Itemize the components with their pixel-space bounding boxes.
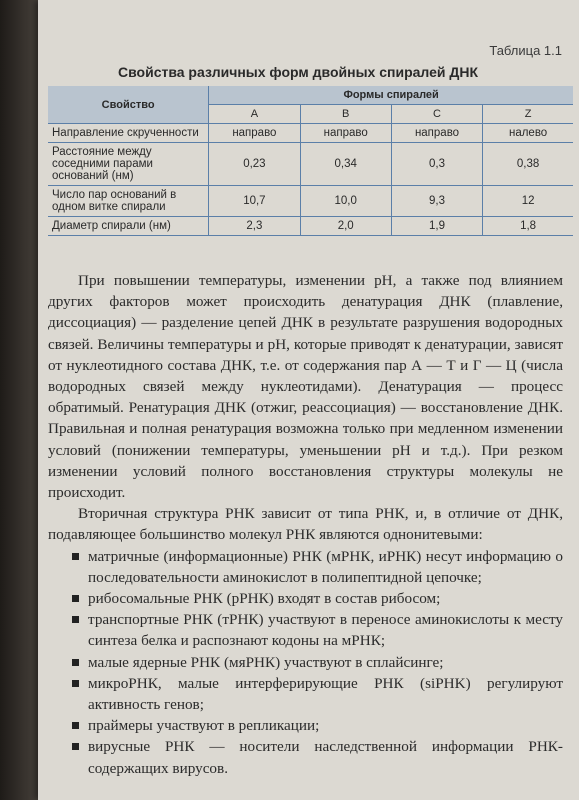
table-caption: Таблица 1.1 — [489, 43, 562, 58]
table-title: Свойства различных форм двойных спиралей ДНК — [118, 64, 479, 80]
cell-value: 10,0 — [300, 186, 391, 217]
header-form-a: A — [209, 105, 300, 124]
cell-value: 10,7 — [209, 186, 300, 217]
cell-value: 1,8 — [483, 217, 573, 236]
list-item-text: малые ядерные РНК (мяРНК) участвуют в сплайсинге; — [88, 653, 444, 671]
table-row — [48, 186, 573, 217]
cell-value: направо — [300, 124, 391, 143]
list-item — [48, 715, 563, 736]
list-item — [48, 546, 563, 588]
row-label: Диаметр спирали (нм) — [48, 217, 209, 236]
list-item-text: праймеры участвуют в репликации; — [88, 717, 320, 735]
bullet-square-icon — [72, 595, 79, 602]
body-text — [48, 270, 563, 779]
row-label: Число пар оснований в одном витке спирали — [48, 186, 209, 217]
cell-value: 0,38 — [483, 143, 573, 186]
bullet-square-icon — [72, 722, 79, 729]
list-item-text: вирусные РНК — носители наследственной информации РНК-содержащих вирусов. — [88, 738, 563, 777]
table-row — [48, 143, 573, 186]
header-form-z: Z — [483, 105, 573, 124]
list-item — [48, 736, 563, 778]
list-item-text: микроРНК, малые интерферирующие РНК (siPHK) регулируют активность генов; — [88, 674, 563, 714]
list-item — [48, 609, 563, 651]
cell-value: налево — [483, 124, 573, 143]
cell-value: 0,23 — [209, 143, 300, 186]
cell-value: 12 — [483, 186, 573, 217]
bullet-square-icon — [72, 680, 79, 687]
list-item — [48, 652, 563, 673]
dna-helix-properties-table — [48, 86, 573, 236]
cell-value: 0,34 — [300, 143, 391, 186]
paragraph-denaturation: При повышении температуры, изменении pH, а также под влиянием других факторов может происходить денатурация ДНК (плавление, диссоциация) — разделение цепей ДНК в результате разрушения водородных связей. Величины температуры и pH, которые приводят к денатурации, зависят от нуклеотидного состава ДНК, т.е. от содержания пар А — Т и Г — Ц (числа водородных связей между нуклеотидами). Денатурация — процесс обратимый. Ренатурация ДНК (отжиг, реассоциация) — восстановление ДНК. Правильная и полная ренатурация возможна только при медленном изменении условий (понижении температуры, уменьшении pH и т.д.). При резком изменении условий полного восстановления структуры молекулы не происходит. — [48, 272, 563, 502]
book-spine-shadow — [0, 0, 38, 800]
cell-value: направо — [391, 124, 482, 143]
header-property: Свойство — [48, 86, 209, 124]
header-forms: Формы спиралей — [209, 86, 573, 105]
bullet-square-icon — [72, 743, 79, 750]
list-item — [48, 588, 563, 609]
row-label: Направление скрученности — [48, 124, 209, 143]
list-item-text: транспортные РНК (тРНК) участвуют в переносе аминокислоты к месту синтеза белка и распознают кодоны на мРНК; — [88, 611, 563, 650]
list-item-text: рибосомальные РНК (рРНК) входят в состав рибосом; — [88, 590, 441, 608]
list-item — [48, 673, 563, 715]
bullet-square-icon — [72, 553, 79, 560]
bullet-square-icon — [72, 659, 79, 666]
paragraph-rna-structure: Вторичная структура РНК зависит от типа РНК, и, в отличие от ДНК, подавляющее большинство молекул РНК являются однонитевыми: — [48, 505, 563, 544]
bullet-square-icon — [72, 616, 79, 623]
rna-types-list — [48, 546, 563, 779]
table-row — [48, 217, 573, 236]
list-item-text: матричные (информационные) РНК (мРНК, иРНК) несут информацию о последовательности аминокислот в полипептидной цепочке; — [88, 547, 563, 586]
header-form-b: B — [300, 105, 391, 124]
cell-value: 2,3 — [209, 217, 300, 236]
book-page — [38, 0, 579, 800]
row-label: Расстояние между соседними парами оснований (нм) — [48, 143, 209, 186]
table-row — [48, 124, 573, 143]
cell-value: направо — [209, 124, 300, 143]
header-form-c: C — [391, 105, 482, 124]
cell-value: 1,9 — [391, 217, 482, 236]
cell-value: 9,3 — [391, 186, 482, 217]
cell-value: 0,3 — [391, 143, 482, 186]
cell-value: 2,0 — [300, 217, 391, 236]
